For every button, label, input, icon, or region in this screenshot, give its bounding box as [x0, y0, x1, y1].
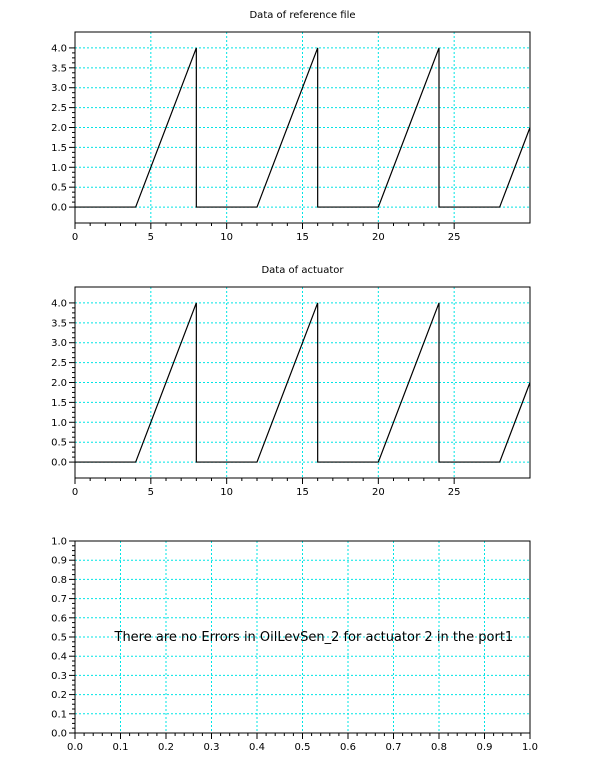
y-tick-label: 4.0	[51, 298, 67, 310]
x-tick-label: 25	[447, 232, 461, 243]
chart-title: Data of reference file	[249, 10, 356, 21]
grid	[75, 287, 530, 478]
x-tick-label: 15	[296, 487, 309, 498]
x-tick-label: 15	[296, 232, 309, 243]
y-tick-label: 1.0	[51, 417, 67, 429]
x-tick-label: 0	[71, 487, 79, 498]
x-tick-label: 5	[147, 487, 155, 498]
y-tick-label: 0.4	[51, 651, 67, 663]
y-tick-label: 4.0	[51, 43, 67, 55]
y-tick-label: 0.9	[51, 555, 67, 567]
minor-ticks	[72, 53, 439, 226]
y-tick-label: 1.5	[51, 142, 67, 154]
y-tick-label: 0.5	[51, 632, 67, 644]
x-tick-label: 0.5	[294, 742, 311, 753]
chart-title: Data of actuator	[261, 265, 344, 276]
grid	[75, 32, 530, 223]
y-tick-label: 1.0	[51, 536, 67, 548]
x-tick-label: 0.7	[385, 742, 402, 753]
y-tick-label: 1.5	[51, 397, 67, 409]
y-tick-label: 2.0	[51, 123, 67, 134]
y-tick-label: 0.8	[51, 574, 67, 586]
y-tick-label: 3.0	[51, 83, 67, 95]
y-tick-label: 3.5	[51, 318, 67, 330]
y-tick-label: 2.5	[51, 103, 67, 115]
y-tick-label: 0.0	[51, 457, 67, 469]
y-tick-label: 2.5	[51, 358, 67, 370]
x-tick-label: 20	[371, 487, 385, 498]
plot-reference-file	[51, 10, 530, 243]
x-tick-label: 25	[447, 487, 461, 498]
x-tick-label: 20	[371, 232, 385, 243]
x-tick-label: 0	[71, 232, 79, 243]
x-tick-label: 0.0	[67, 742, 83, 753]
x-tick-label: 0.2	[158, 742, 174, 753]
x-tick-label: 10	[220, 487, 234, 498]
y-tick-label: 0.5	[51, 182, 67, 194]
y-tick-label: 0.5	[51, 437, 67, 449]
x-tick-label: 0.4	[249, 742, 265, 753]
y-tick-label: 3.0	[51, 338, 67, 350]
error-report-text: There are no Errors in OilLevSen_2 for actuator 2 in the port1	[114, 630, 514, 645]
x-tick-label: 10	[220, 232, 234, 243]
y-tick-label: 0.0	[51, 202, 67, 214]
minor-ticks	[72, 308, 439, 481]
y-tick-label: 1.0	[51, 162, 67, 174]
y-tick-label: 0.0	[51, 728, 67, 740]
y-tick-label: 2.0	[51, 378, 67, 389]
x-tick-label: 0.8	[431, 742, 447, 753]
x-tick-label: 0.9	[476, 742, 493, 753]
x-tick-label: 5	[147, 232, 155, 243]
x-tick-label: 0.3	[203, 742, 220, 753]
y-tick-label: 0.3	[51, 670, 67, 682]
y-tick-label: 0.7	[51, 594, 67, 606]
y-tick-label: 0.2	[51, 690, 67, 702]
x-tick-label: 0.6	[340, 742, 356, 753]
x-tick-label: 0.1	[112, 742, 129, 753]
plot-error-report	[51, 537, 538, 754]
y-tick-label: 0.1	[51, 709, 67, 721]
y-tick-label: 0.6	[51, 613, 67, 625]
y-tick-label: 3.5	[51, 63, 67, 75]
plot-actuator	[51, 265, 530, 498]
x-tick-label: 1.0	[522, 742, 538, 753]
